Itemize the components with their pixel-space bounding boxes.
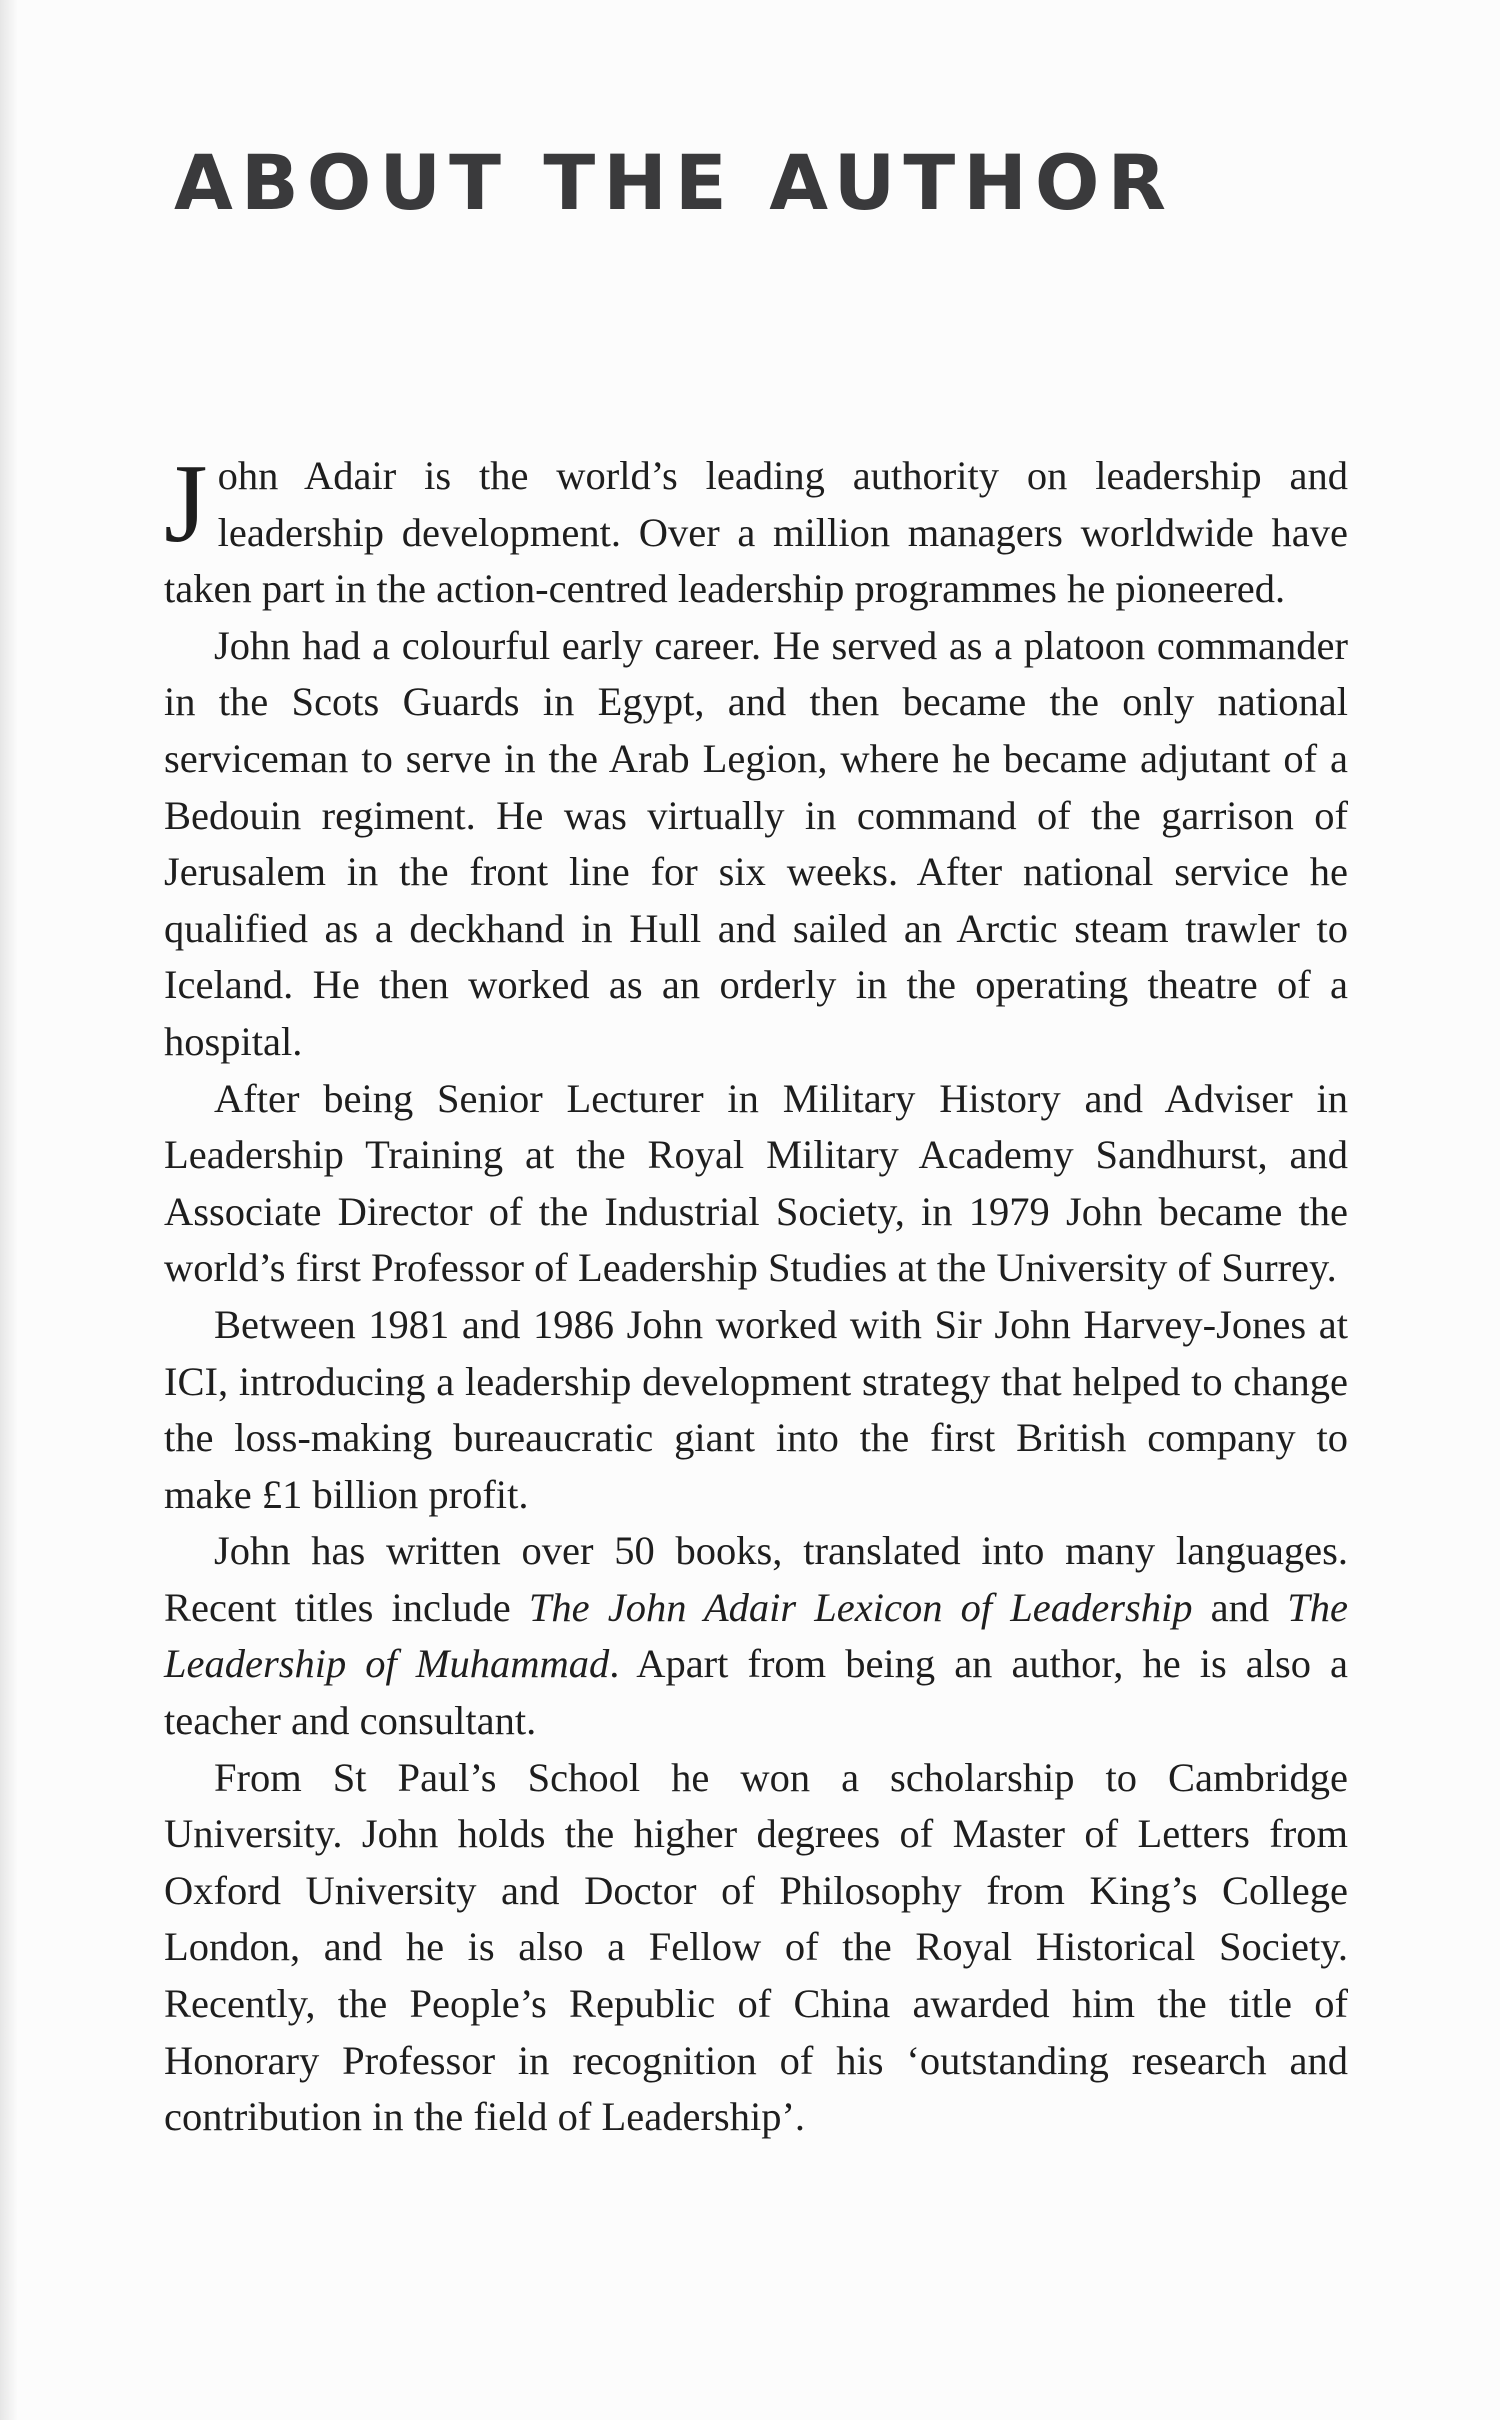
bio-paragraph-5-text-b: and xyxy=(1192,1584,1288,1630)
bio-paragraph-5-text-c: . Apart from being an author, he is also a teacher and consultant. xyxy=(164,1641,1348,1744)
bio-paragraph-5 xyxy=(164,1523,1348,1749)
book-title-lexicon: The John Adair Lexicon of Leadership xyxy=(528,1584,1193,1630)
bio-paragraph-1 xyxy=(164,442,1348,618)
author-biography xyxy=(164,442,1348,2146)
page-edge-shadow xyxy=(0,0,18,2420)
drop-cap: J xyxy=(164,442,208,566)
bio-paragraph-2: John had a colourful early career. He served as a platoon commander in the Scots Guards in Egypt, and then became the only national serviceman to serve in the Arab Legion, where he became adjutant of a Bedouin regiment. He was virtually in command of the garrison of Jerusalem in the front line for six weeks. After national service he qualified as a deckhand in Hull and sailed an Arctic steam trawler to Iceland. He then worked as an orderly in the operating theatre of a hospital. xyxy=(164,622,1348,1064)
bio-paragraph-1-text: ohn Adair is the world’s leading authority on leadership and leadership development. Over a million managers worldwide have taken part in the action-centred leadership programmes he pioneered. xyxy=(164,453,1348,612)
bio-paragraph-5-text-a: John has written over 50 books, translated into many languages. Recent titles include xyxy=(164,1528,1348,1630)
bio-paragraph-6: From St Paul’s School he won a scholarship to Cambridge University. John holds the higher degrees of Master of Letters from Oxford University and Doctor of Philosophy from King’s College London, and he is also a Fellow of the Royal Historical Society. Recently, the People’s Republic of China awarded him the title of Honorary Professor in recognition of his ‘outstanding research and contribution in the field of Leadership’. xyxy=(164,1754,1348,2140)
bio-paragraph-4: Between 1981 and 1986 John worked with Sir John Harvey-Jones at ICI, introducing a leadership development strategy that helped to change the loss-making bureaucratic giant into the first British company to make £1 billion profit. xyxy=(164,1301,1348,1517)
book-title-muhammad: The Leadership of Muhammad xyxy=(164,1584,1348,1687)
page-title: ABOUT THE AUTHOR xyxy=(174,138,1174,227)
bio-paragraph-3: After being Senior Lecturer in Military History and Adviser in Leadership Training at the Royal Military Academy Sandhurst, and Associate Director of the Industrial Society, in 1979 John became the world’s first Professor of Leadership Studies at the University of Surrey. xyxy=(164,1075,1348,1291)
